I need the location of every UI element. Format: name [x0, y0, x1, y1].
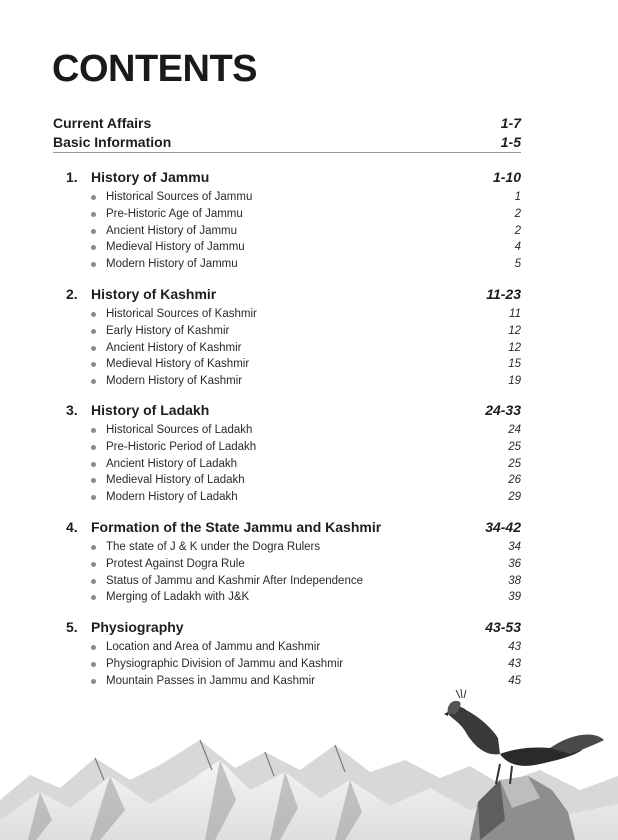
toc-item-page: 34	[508, 541, 521, 553]
toc-item-label: Mountain Passes in Jammu and Kashmir	[106, 674, 316, 687]
section-title: History of Ladakh	[91, 402, 210, 418]
toc-item-label: Historical Sources of Ladakh	[106, 424, 253, 436]
toc-item-label: Ancient History of Kashmir	[106, 341, 242, 354]
toc-item-page: 19	[508, 375, 521, 388]
toc-item[interactable]	[0, 206, 618, 223]
bullet-icon	[91, 662, 96, 667]
section-heading[interactable]	[0, 402, 618, 422]
toc-item-page: 29	[508, 491, 521, 504]
toc-item-page: 12	[508, 341, 521, 354]
toc-item-label: Historical Sources of Kashmir	[106, 308, 257, 320]
toc-item[interactable]	[0, 306, 618, 323]
toc-section-3	[0, 402, 618, 506]
bullet-icon	[91, 478, 96, 483]
bullet-icon	[91, 329, 96, 334]
toc-item[interactable]	[0, 422, 618, 439]
toc-entry-label: Basic Information	[53, 134, 172, 150]
toc-item-page: 12	[508, 324, 521, 337]
bullet-icon	[91, 445, 96, 450]
toc-item-label: Protest Against Dogra Rule	[106, 557, 245, 570]
toc-entry-pages: 1-5	[500, 134, 521, 150]
toc-item-page: 45	[508, 674, 521, 687]
toc-item-label: Ancient History of Ladakh	[106, 457, 238, 470]
toc-section-2	[0, 286, 618, 390]
toc-item-page: 2	[514, 207, 521, 220]
toc-item[interactable]	[0, 573, 618, 590]
toc-item-page: 26	[508, 474, 521, 487]
bullet-icon	[91, 362, 96, 367]
toc-item[interactable]	[0, 489, 618, 506]
section-title: Physiography	[91, 619, 184, 635]
toc-item-page: 36	[508, 557, 521, 570]
divider	[53, 152, 521, 153]
toc-item[interactable]	[0, 556, 618, 573]
bullet-icon	[91, 195, 96, 200]
toc-item[interactable]	[0, 239, 618, 256]
section-pages: 1-10	[492, 169, 521, 185]
toc-item-page: 43	[508, 641, 521, 653]
bullet-icon	[91, 579, 96, 584]
bullet-icon	[91, 379, 96, 384]
toc-entry-pages: 1-7	[500, 115, 521, 131]
toc-item-page: 4	[514, 241, 521, 254]
section-heading[interactable]	[0, 519, 618, 539]
toc-item[interactable]	[0, 223, 618, 240]
bullet-icon	[91, 645, 96, 650]
toc-item-page: 25	[508, 457, 521, 470]
toc-section-4	[0, 519, 618, 606]
toc-entry-basic-information[interactable]	[53, 132, 521, 152]
toc-item[interactable]	[0, 439, 618, 456]
toc-item-label: The state of J & K under the Dogra Rulers	[106, 541, 321, 553]
toc-item-label: Physiographic Division of Jammu and Kashmir	[106, 657, 344, 670]
bullet-icon	[91, 462, 96, 467]
toc-item[interactable]	[0, 589, 618, 606]
toc-item-page: 24	[508, 424, 521, 436]
toc-item[interactable]	[0, 373, 618, 390]
toc-item[interactable]	[0, 539, 618, 556]
section-number: 5.	[66, 619, 78, 635]
section-title: History of Jammu	[91, 169, 210, 185]
section-heading[interactable]	[0, 286, 618, 306]
toc-item-page: 39	[508, 591, 521, 604]
toc-item-label: Medieval History of Kashmir	[106, 358, 250, 371]
bullet-icon	[91, 428, 96, 433]
section-title: Formation of the State Jammu and Kashmir	[91, 519, 382, 535]
bullet-icon	[91, 212, 96, 217]
toc-item-label: Historical Sources of Jammu	[106, 191, 253, 203]
toc-entry-current-affairs[interactable]	[53, 113, 521, 133]
toc-item-label: Modern History of Jammu	[106, 258, 238, 271]
toc-item[interactable]	[0, 356, 618, 373]
bullet-icon	[91, 545, 96, 550]
toc-item-page: 25	[508, 440, 521, 453]
toc-item-label: Pre-Historic Age of Jammu	[106, 207, 243, 220]
mountain-bird-illustration	[0, 680, 618, 840]
section-pages: 24-33	[485, 402, 521, 418]
bullet-icon	[91, 495, 96, 500]
toc-item-page: 2	[514, 224, 521, 237]
toc-item-label: Medieval History of Jammu	[106, 241, 245, 254]
toc-item[interactable]	[0, 189, 618, 206]
toc-item-page: 1	[514, 191, 521, 203]
toc-item-page: 43	[508, 657, 521, 670]
toc-section-1	[0, 169, 618, 273]
bullet-icon	[91, 262, 96, 267]
toc-item-label: Pre-Historic Period of Ladakh	[106, 440, 257, 453]
toc-item-label: Medieval History of Ladakh	[106, 474, 245, 487]
toc-section-5	[0, 619, 618, 689]
bullet-icon	[91, 245, 96, 250]
bullet-icon	[91, 229, 96, 234]
toc-item[interactable]	[0, 340, 618, 357]
toc-item-label: Modern History of Kashmir	[106, 375, 243, 388]
toc-item[interactable]	[0, 256, 618, 273]
section-pages: 11-23	[486, 286, 521, 302]
section-title: History of Kashmir	[91, 286, 217, 302]
toc-item[interactable]	[0, 323, 618, 340]
bullet-icon	[91, 595, 96, 600]
toc-entry-label: Current Affairs	[53, 115, 152, 131]
section-number: 2.	[66, 286, 78, 302]
toc-item-label: Location and Area of Jammu and Kashmir	[106, 641, 321, 653]
section-pages: 34-42	[485, 519, 521, 535]
toc-item-page: 38	[508, 574, 521, 587]
bullet-icon	[91, 346, 96, 351]
toc-item-label: Early History of Kashmir	[106, 324, 230, 337]
toc-item-label: Modern History of Ladakh	[106, 491, 238, 504]
toc-item[interactable]	[0, 456, 618, 473]
section-heading[interactable]	[0, 169, 618, 189]
section-number: 3.	[66, 402, 78, 418]
section-pages: 43-53	[485, 619, 521, 635]
toc-item[interactable]	[0, 656, 618, 673]
section-number: 4.	[66, 519, 78, 535]
page-title: CONTENTS	[52, 48, 257, 90]
toc-item-label: Ancient History of Jammu	[106, 224, 238, 237]
toc-item[interactable]	[0, 472, 618, 489]
toc-item-label: Merging of Ladakh with J&K	[106, 591, 250, 604]
bullet-icon	[91, 312, 96, 317]
toc-item[interactable]	[0, 639, 618, 656]
section-number: 1.	[66, 169, 78, 185]
toc-item-page: 5	[514, 258, 521, 271]
toc-item-page: 15	[508, 358, 521, 371]
toc-item-page: 11	[509, 308, 521, 320]
bullet-icon	[91, 562, 96, 567]
section-heading[interactable]	[0, 619, 618, 639]
toc-item-label: Status of Jammu and Kashmir After Independence	[106, 574, 363, 587]
